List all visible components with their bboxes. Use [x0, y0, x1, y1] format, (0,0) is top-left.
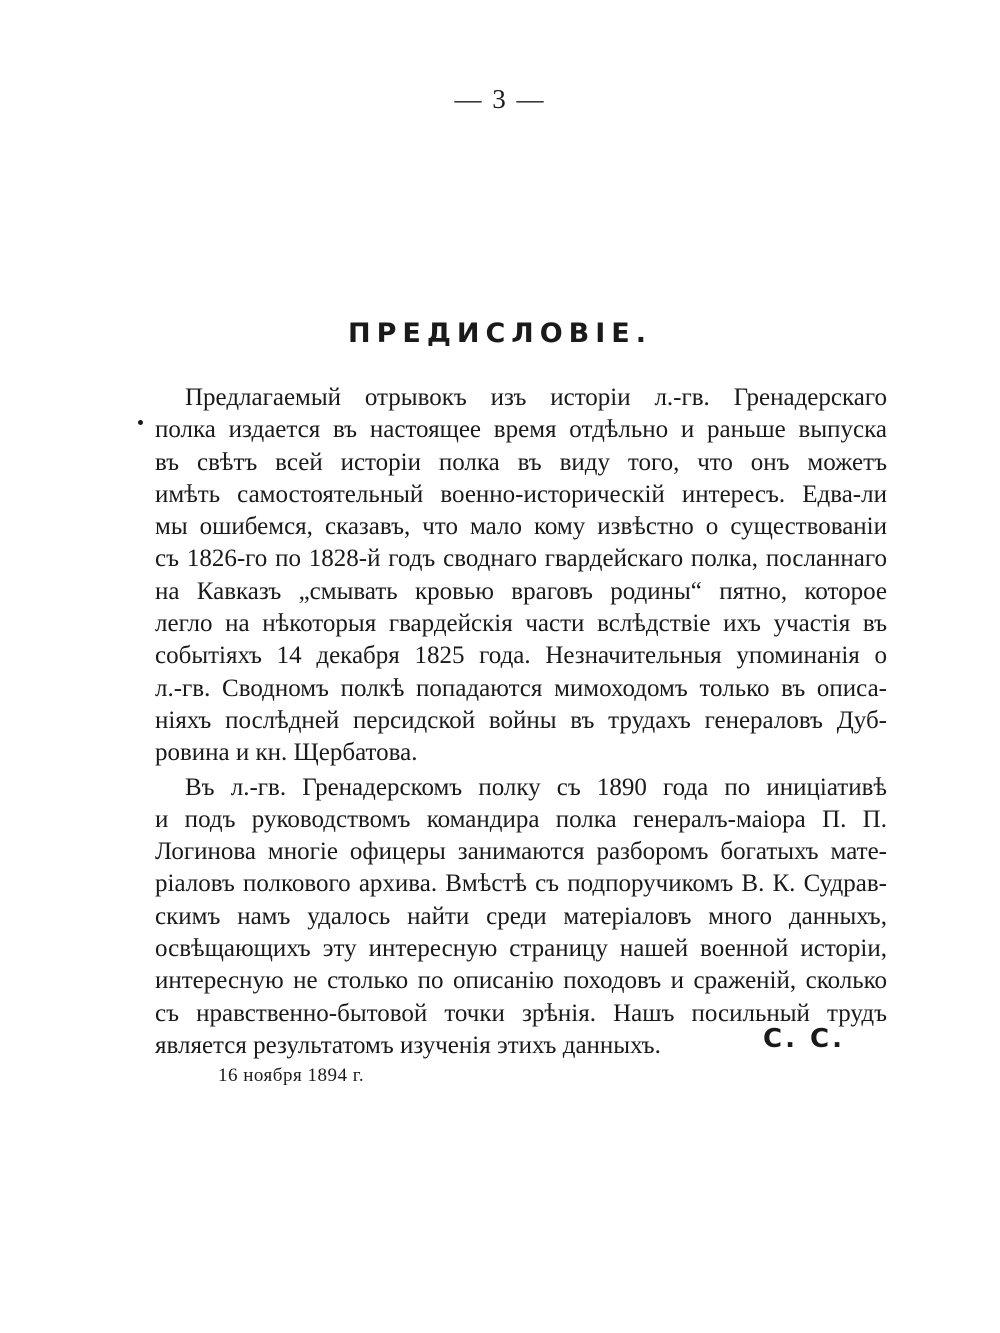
text-line: и подъ руководствомъ командира полка генералъ-маіора П. П. — [155, 805, 887, 833]
author-initials: С. С. — [763, 1024, 845, 1054]
text-line: Логинова многіе офицеры занимаются разборомъ богатыхъ мате- — [155, 838, 887, 866]
text-line: Предлагаемый отрывокъ изъ исторіи л.-гв. Гренадерскаго — [185, 384, 887, 411]
text-line: ровина и кн. Щербатова. — [155, 739, 418, 767]
preface-date: 16 ноября 1894 г. — [218, 1065, 365, 1086]
text-line: полка издается въ настоящее время отдѣльно и раньше выпуска — [155, 416, 887, 444]
margin-dot — [138, 420, 143, 425]
text-line: съ 1826-го по 1828-й годъ своднаго гвардейскаго полка, посланнаго — [155, 545, 887, 573]
text-line: въ свѣтъ всей исторіи полка въ виду того, что онъ можетъ — [155, 448, 887, 476]
text-line: ріаловъ полкового архива. Вмѣстѣ съ подпоручикомъ В. К. Судрав- — [155, 870, 887, 898]
text-line: на Кавказъ „смывать кровью враговъ родины“ пятно, которое — [155, 577, 887, 605]
paragraph-1 — [155, 382, 887, 770]
text-line: Въ л.-гв. Гренадерскомъ полку съ 1890 года по иниціативѣ — [185, 773, 887, 801]
text-line: имѣть самостоятельный военно-историческій интересъ. Едва-ли — [155, 480, 887, 508]
text-line: интересную не столько по описанію походовъ и сраженій, сколько — [155, 967, 887, 995]
chapter-title: ПРЕДИСЛОВІЕ. — [348, 318, 652, 349]
text-line: л.-гв. Сводномъ полкѣ попадаются мимоходомъ только въ описа- — [155, 674, 887, 702]
text-line: событіяхъ 14 декабря 1825 года. Незначительныя упоминанія о — [155, 642, 887, 670]
page-number: — 3 — — [454, 84, 546, 114]
text-line: мы ошибемся, сказавъ, что мало кому извѣстно о существованіи — [155, 513, 887, 541]
text-line: съ нравственно-бытовой точки зрѣнія. Нашъ посильный трудъ — [155, 999, 887, 1027]
text-line: освѣщающихъ эту интересную страницу нашей военной исторіи, — [155, 935, 887, 963]
preface-body — [155, 382, 887, 1062]
text-line: является результатомъ изученія этихъ данныхъ. — [155, 1031, 661, 1059]
text-line: ніяхъ послѣдней персидской войны въ трудахъ генераловъ Дуб- — [155, 706, 887, 734]
text-line: легло на нѣкоторыя гвардейскія части вслѣдствіе ихъ участія въ — [155, 610, 887, 638]
text-line: скимъ намъ удалось найти среди матеріаловъ много данныхъ, — [155, 902, 887, 930]
paragraph-2 — [155, 772, 887, 1063]
